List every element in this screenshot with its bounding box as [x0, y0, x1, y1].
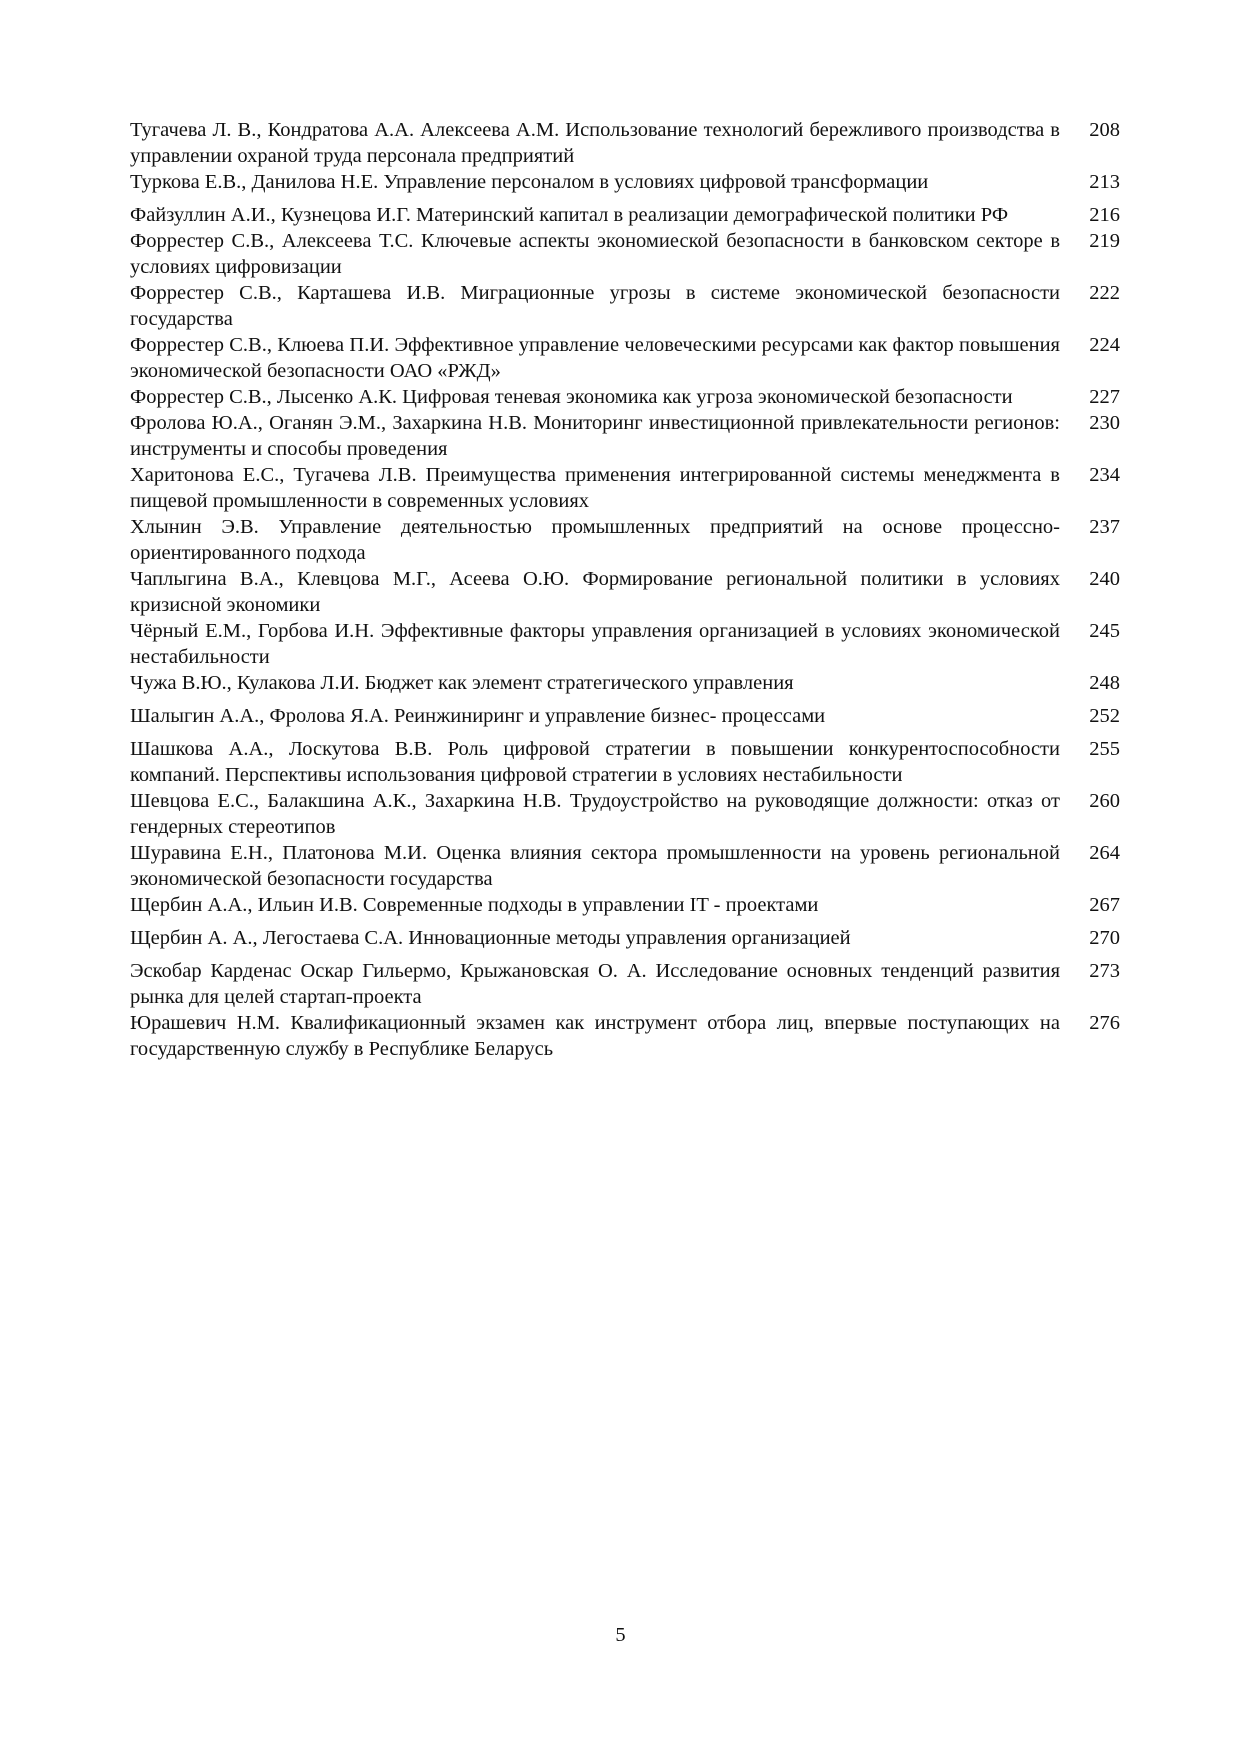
toc-entry-text: Форрестер С.В., Клюева П.И. Эффективное управление человеческими ресурсами как фактор повышения экономической безопасности ОАО «РЖД»	[130, 334, 1060, 382]
toc-entry-text: Шашкова А.А., Лоскутова В.В. Роль цифровой стратегии в повышении конкурентоспособности компаний. Перспективы использования цифровой стратегии в условиях нестабильности	[130, 738, 1060, 786]
toc-entry-page: 219	[1089, 230, 1120, 252]
toc-entry-page: 227	[1089, 386, 1120, 408]
toc-entry	[130, 228, 1120, 280]
toc-entry-page: 208	[1089, 119, 1120, 141]
toc-entry	[130, 169, 1120, 195]
toc-entry-text: Эскобар Карденас Оскар Гильермо, Крыжановская О. А. Исследование основных тенденций развития рынка для целей стартап-проекта	[130, 960, 1060, 1008]
toc-entry	[130, 117, 1120, 169]
toc-entry-page: 267	[1089, 894, 1120, 916]
toc-entry-text: Шевцова Е.С., Балакшина А.К., Захаркина Н.В. Трудоустройство на руководящие должности: отказ от гендерных стереотипов	[130, 790, 1060, 838]
toc-entry	[130, 202, 1120, 228]
toc-entry-page: 273	[1089, 960, 1120, 982]
toc-entry-page: 234	[1089, 464, 1120, 486]
toc-entry	[130, 410, 1120, 462]
toc-entry-page: 222	[1089, 282, 1120, 304]
toc-entry-text: Щербин А.А., Ильин И.В. Современные подходы в управлении IT - проектами	[130, 894, 819, 916]
toc-entry-page: 276	[1089, 1012, 1120, 1034]
table-of-contents	[130, 117, 1120, 1062]
toc-entry	[130, 925, 1120, 951]
toc-entry	[130, 566, 1120, 618]
toc-entry	[130, 462, 1120, 514]
toc-entry-page: 213	[1089, 171, 1120, 193]
toc-entry-text: Файзуллин А.И., Кузнецова И.Г. Материнский капитал в реализации демографической политики РФ	[130, 204, 1009, 226]
toc-entry	[130, 514, 1120, 566]
page-number: 5	[615, 1624, 626, 1646]
toc-entry-text: Чаплыгина В.А., Клевцова М.Г., Асеева О.Ю. Формирование региональной политики в условиях кризисной экономики	[130, 568, 1060, 616]
toc-entry-text: Туркова Е.В., Данилова Н.Е. Управление персоналом в условиях цифровой трансформации	[130, 171, 929, 193]
toc-entry-page: 237	[1089, 516, 1120, 538]
toc-entry-page: 245	[1089, 620, 1120, 642]
toc-entry	[130, 1010, 1120, 1062]
toc-entry-text: Шуравина Е.Н., Платонова М.И. Оценка влияния сектора промышленности на уровень региональной экономической безопасности государства	[130, 842, 1060, 890]
toc-entry-page: 252	[1089, 705, 1120, 727]
toc-entry	[130, 736, 1120, 788]
toc-entry-page: 224	[1089, 334, 1120, 356]
toc-entry	[130, 332, 1120, 384]
toc-entry	[130, 788, 1120, 840]
toc-entry-page: 270	[1089, 927, 1120, 949]
toc-entry-text: Форрестер С.В., Лысенко А.К. Цифровая теневая экономика как угроза экономической безопасности	[130, 386, 1013, 408]
toc-entry-text: Форрестер С.В., Карташева И.В. Миграционные угрозы в системе экономической безопасности государства	[130, 282, 1060, 330]
toc-entry	[130, 703, 1120, 729]
toc-entry-text: Чужа В.Ю., Кулакова Л.И. Бюджет как элемент стратегического управления	[130, 672, 794, 694]
toc-entry-page: 240	[1089, 568, 1120, 590]
toc-entry-page: 230	[1089, 412, 1120, 434]
toc-entry-page: 248	[1089, 672, 1120, 694]
toc-entry	[130, 280, 1120, 332]
toc-entry-text: Щербин А. А., Легостаева С.А. Инновационные методы управления организацией	[130, 927, 851, 949]
toc-entry-page: 216	[1089, 204, 1120, 226]
toc-entry-text: Форрестер С.В., Алексеева Т.С. Ключевые аспекты экономиеской безопасности в банковском секторе в условиях цифровизации	[130, 230, 1060, 278]
toc-entry	[130, 840, 1120, 892]
toc-entry	[130, 958, 1120, 1010]
toc-entry-text: Фролова Ю.А., Оганян Э.М., Захаркина Н.В. Мониторинг инвестиционной привлекательности регионов: инструменты и способы проведения	[130, 412, 1060, 460]
toc-entry-page: 255	[1089, 738, 1120, 760]
toc-entry-page: 264	[1089, 842, 1120, 864]
toc-entry	[130, 384, 1120, 410]
toc-entry	[130, 670, 1120, 696]
toc-entry-text: Чёрный Е.М., Горбова И.Н. Эффективные факторы управления организацией в условиях экономической нестабильности	[130, 620, 1060, 668]
toc-entry	[130, 892, 1120, 918]
toc-entry-text: Тугачева Л. В., Кондратова А.А. Алексеева А.М. Использование технологий бережливого производства в управлении охраной труда персонала предприятий	[130, 119, 1060, 167]
toc-entry-text: Юрашевич Н.М. Квалификационный экзамен как инструмент отбора лиц, впервые поступающих на государственную службу в Республике Беларусь	[130, 1012, 1060, 1060]
toc-entry-text: Шалыгин А.А., Фролова Я.А. Реинжиниринг и управление бизнес- процессами	[130, 705, 826, 727]
toc-entry-text: Харитонова Е.С., Тугачева Л.В. Преимущества применения интегрированной системы менеджмента в пищевой промышленности в современных условиях	[130, 464, 1060, 512]
toc-entry	[130, 618, 1120, 670]
toc-entry-page: 260	[1089, 790, 1120, 812]
toc-entry-text: Хлынин Э.В. Управление деятельностью промышленных предприятий на основе процессно-ориентированного подхода	[130, 516, 1060, 564]
